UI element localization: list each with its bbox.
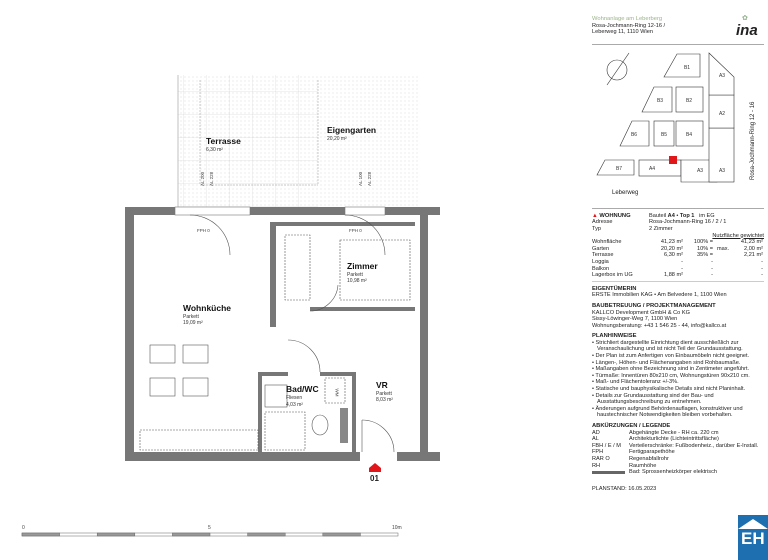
area-eq: [713, 252, 733, 259]
scale-label: 5: [208, 525, 211, 531]
area-value: -: [681, 265, 683, 272]
legend-key: RH: [592, 462, 601, 469]
legend-key: FBH / E / M: [592, 442, 621, 449]
area-value: 41,23 m²: [660, 239, 683, 246]
room-detail: Parkett: [347, 272, 363, 278]
area-pct: 35% =: [696, 252, 713, 259]
legend-item: [592, 469, 764, 476]
room-name: VR: [376, 380, 388, 390]
room-name: Eigengarten: [327, 125, 377, 135]
fph-label: FPH 0: [197, 228, 210, 233]
type: 2 Zimmer: [649, 225, 673, 232]
legend-item: [592, 463, 764, 470]
room-area: 8,03 m²: [376, 397, 393, 403]
floor: im EG: [699, 212, 715, 219]
al-label: AL 228: [209, 171, 214, 186]
legend-value: Architekturlichte (Lichteintrittsfläche): [629, 436, 719, 443]
legend-key: RAR O: [592, 455, 610, 462]
project-address: Rosa-Jochmann-Ring 12-16 /: [592, 22, 666, 29]
legend-value: Raumhöhe: [629, 462, 657, 469]
area-row: [592, 259, 764, 266]
room-name: Wohnküche: [183, 303, 232, 313]
area-label: Garten: [592, 245, 610, 252]
note-item: • Änderungen aufgrund Behördenauflagen, konstruktiver und haustechnischer Notwendigkeiten bleiben vorbehalten.: [592, 405, 743, 419]
bauteil-label: Bauteil: [649, 212, 667, 219]
area-row: [592, 239, 764, 246]
area-eq: [713, 266, 733, 273]
site-plan: [592, 45, 764, 200]
legend-value: Bad: Sprossenheizkörper elektrisch: [629, 469, 717, 476]
room-area: 4,03 m²: [286, 402, 303, 408]
svg-text:B1: B1: [683, 64, 691, 71]
area-eq: [713, 239, 733, 246]
management-line: Wohnungsberatung: +43 1 546 25 - 44, info@kallco.at: [592, 322, 727, 329]
street-right: Rosa-Jochmann-Ring 12 - 16: [750, 101, 756, 180]
area-pct: -: [711, 272, 713, 279]
notes-list: [592, 340, 764, 419]
notes-title: PLANHINWEISE: [592, 333, 637, 340]
area-value: -: [681, 258, 683, 265]
area-pct: -: [711, 258, 713, 265]
svg-text:A3: A3: [696, 167, 704, 174]
note-item: • Details zur Grundausstattung sind der Bau- und Ausstattungsbeschreibung zu entnehmen.: [592, 392, 714, 406]
area-eq: max.: [716, 245, 730, 252]
area-label: Lagerbox im UG: [592, 272, 633, 279]
owner-title: EIGENTÜMERIN: [592, 285, 637, 292]
area-pct: -: [711, 265, 713, 272]
svg-text:B2: B2: [685, 97, 693, 104]
note-item: • Türmaße: Innentüren 80x210 cm, Wohnungstüren 90x210 cm.: [592, 372, 750, 379]
room-name: Zimmer: [347, 261, 378, 271]
address: Rosa-Jochmann-Ring 16 / 2 / 1: [649, 219, 727, 226]
legend-key: FPH: [592, 449, 604, 456]
area-pct: 100% =: [693, 239, 713, 246]
svg-text:A3: A3: [718, 167, 726, 174]
management-line: KALLCO Development GmbH & Co KG: [592, 309, 690, 316]
area-value: 6,30 m²: [664, 252, 683, 259]
svg-text:A3: A3: [718, 72, 726, 79]
ina-logo: ina: [736, 22, 758, 39]
legend-title: ABKÜRZUNGEN / LEGENDE: [592, 423, 671, 429]
entrance-number: 01: [370, 474, 379, 483]
svg-text:B3: B3: [656, 97, 664, 104]
area-row: [592, 246, 764, 253]
walls: [125, 207, 440, 461]
legend-value: Verteilerschränke: Fußbodenheiz., darüber E-Install.: [629, 442, 759, 449]
area-weighted: -: [761, 272, 763, 279]
legend-key: AL: [592, 436, 599, 443]
entrance-arrow-icon: [369, 463, 381, 472]
area-table: [592, 239, 764, 279]
al-label: AL 200: [200, 171, 205, 186]
area-eq: [713, 272, 733, 279]
scale-bar: [22, 533, 398, 536]
area-label: Balkon: [592, 265, 610, 272]
room-detail: Parkett: [183, 314, 199, 320]
scale-label: 0: [22, 525, 25, 531]
note-item: • Der Plan ist zum Anfertigen von Einbaumöbeln nicht geeignet.: [592, 353, 750, 360]
note-item: • Statische und bauphysikalische Details sind nicht Planinhalt.: [592, 386, 746, 393]
area-label: Loggia: [592, 258, 609, 265]
area-weighted: 2,21 m²: [744, 252, 763, 259]
al-label: AL 228: [367, 171, 372, 186]
unit-location-marker: [669, 156, 677, 164]
area-row: [592, 266, 764, 273]
area-row: [592, 272, 764, 279]
legend-item: [592, 449, 764, 456]
area-weighted: 2,00 m²: [744, 245, 763, 252]
legend-item: [592, 456, 764, 463]
eh-logo: [738, 515, 768, 560]
weighted-header: Nutzfläche gewichtet: [712, 232, 764, 239]
area-eq: [713, 259, 733, 266]
room-area: 6,30 m²: [206, 147, 223, 153]
management-line: Sissy-Löwinger-Weg 7, 1100 Wien: [592, 316, 678, 323]
room-name: Bad/WC: [286, 384, 319, 394]
svg-text:B4: B4: [685, 131, 693, 138]
area-label: Terrasse: [592, 252, 614, 259]
svg-text:A2: A2: [718, 110, 726, 117]
area-weighted: -: [761, 258, 763, 265]
info-panel: Wohnanlage am Leberberg Rosa-Jochmann-Ring 12-16 / Leberweg 11, 1110 Wien ina ✿ B1 B3 B2 B6 B5 B4 B7 A4 A3 A3 A2 A3 Leberweg Rosa-Jochmann-Ring 12 - 16 ▲ WOHNUNG Bauteil A4 • Top 1 im EG Adresse Rosa-Jochmann-Ring 16 / 2 / 1 Typ 2 Zimmer Nutzfläche gewichtet Wohnfläche 41,23 m² 100% = 41,23 m² Garten 20,20 m² 10% = max. 2,00 m² Terrasse 6,30 m² 35% = 2,21 m² Loggia - - - Balkon - - - Lagerbox im UG 1,88 m² - - EIGENTÜMERIN ERSTE Immobilien KAG • Am Belvedere 1, 1100 Wien BAUBETREUUNG / PROJEKTMANAGEMENT KALLCO Development GmbH & Co KG Sissy-Löwinger-Weg 7, 1100 Wien Wohnungsberatung: +43 1 546 25 - 44, info@kallco.at PLANHINWEISE • Strichliert dargestellte Einrichtung dient ausschließlich zur Veranschaulichung und ist nicht Teil der Grundausstattung. • Der Plan ist zum Anfertigen von Einbaumöbeln nicht geeignet. • Längen-, Höhen- und Flächenangaben sind Rohbaumaße. • Maßangaben ohne Bezeichnung sind in Zentimeter angeführt. • Türmaße: Innentüren 80x210 cm, Wohnungstüren 90x210 cm. • Maß- und Flächentoleranz +/-3%. • Statische und bauphysikalische Details sind nicht Planinhalt. • Details zur Grundausstattung sind der Bau- und Ausstattungsbeschreibung zu entnehmen. • Änderungen aufgrund Behördenauflagen, konstruktiver und haustechnischer Notwendigkeiten bleiben vorbehalten. ABKÜRZUNGEN / LEGENDE AD Abgehängte Decke - RH ca. 220 cm AL Architekturlichte (Lichteintrittsfläche) FBH / E / M Verteilerschränke: Fußbodenheiz., darüber E-Install. FPH Fertigparapethöhe RAR O Regenabfallrohr RH Raumhöhe Bad: Sprossenheizkörper elektrisch PLANSTAND: 16.05.2023: [592, 15, 764, 492]
radiator-icon: [592, 471, 625, 474]
note-item: • Strichliert dargestellte Einrichtung dient ausschließlich zur Veranschaulichung und ist nicht Teil der Grundausstattung.: [592, 339, 743, 353]
note-item: • Maßangaben ohne Bezeichnung sind in Zentimeter angeführt.: [592, 366, 750, 373]
type-label: Typ: [592, 225, 602, 232]
room-detail: Fliesen: [286, 395, 303, 401]
bauteil: A4: [667, 212, 675, 219]
eh-logo-text: EH: [741, 529, 765, 548]
legend-item: [592, 436, 764, 443]
top: Top 1: [679, 212, 695, 219]
al-label: AL 100: [358, 171, 363, 186]
unit-title: WOHNUNG: [599, 212, 631, 219]
project-name: Wohnanlage am Leberberg: [592, 16, 663, 22]
legend-item: [592, 443, 764, 450]
svg-text:B5: B5: [660, 131, 668, 138]
legend-item: [592, 430, 764, 437]
area-weighted: 41,23 m²: [740, 239, 763, 246]
address-label: Adresse: [592, 219, 613, 226]
legend-list: [592, 430, 764, 476]
management-title: BAUBETREUUNG / PROJEKTMANAGEMENT: [592, 302, 716, 309]
area-value: 1,88 m²: [664, 272, 683, 279]
room-detail: Parkett: [376, 391, 392, 397]
warning-triangle-icon: ▲: [592, 212, 598, 219]
area-label: Wohnfläche: [592, 239, 622, 246]
room-area: 10,98 m²: [347, 278, 367, 284]
svg-text:A4: A4: [648, 165, 656, 172]
svg-text:B6: B6: [630, 131, 638, 138]
room-area: 19,09 m²: [183, 320, 203, 326]
project-address: Leberweg 11, 1110 Wien: [592, 29, 653, 36]
owner-text: ERSTE Immobilien KAG • Am Belvedere 1, 1100 Wien: [592, 292, 727, 299]
area-weighted: -: [761, 265, 763, 272]
note-item: • Maß- und Flächentoleranz +/-3%.: [592, 379, 679, 386]
area-row: [592, 252, 764, 259]
leaf-icon: ✿: [742, 15, 748, 22]
planstand: PLANSTAND: 16.05.2023: [592, 485, 657, 492]
fph-label: FPH 0: [349, 228, 362, 233]
wm-label: WM: [334, 388, 340, 397]
scale-label: 10m: [392, 525, 402, 531]
room-area: 20,20 m²: [327, 136, 347, 142]
legend-key: AD: [592, 429, 600, 436]
area-value: 20,20 m²: [660, 245, 683, 252]
note-item: • Längen-, Höhen- und Flächenangaben sind Rohbaumaße.: [592, 359, 741, 366]
room-name: Terrasse: [206, 136, 241, 146]
legend-value: Fertigparapethöhe: [629, 449, 675, 456]
street-bottom: Leberweg: [612, 190, 639, 196]
svg-text:B7: B7: [615, 165, 623, 172]
legend-value: Abgehängte Decke - RH ca. 220 cm: [629, 429, 719, 436]
legend-value: Regenabfallrohr: [629, 455, 669, 462]
terrace-area: [178, 75, 318, 207]
area-pct: 10% =: [696, 245, 713, 252]
